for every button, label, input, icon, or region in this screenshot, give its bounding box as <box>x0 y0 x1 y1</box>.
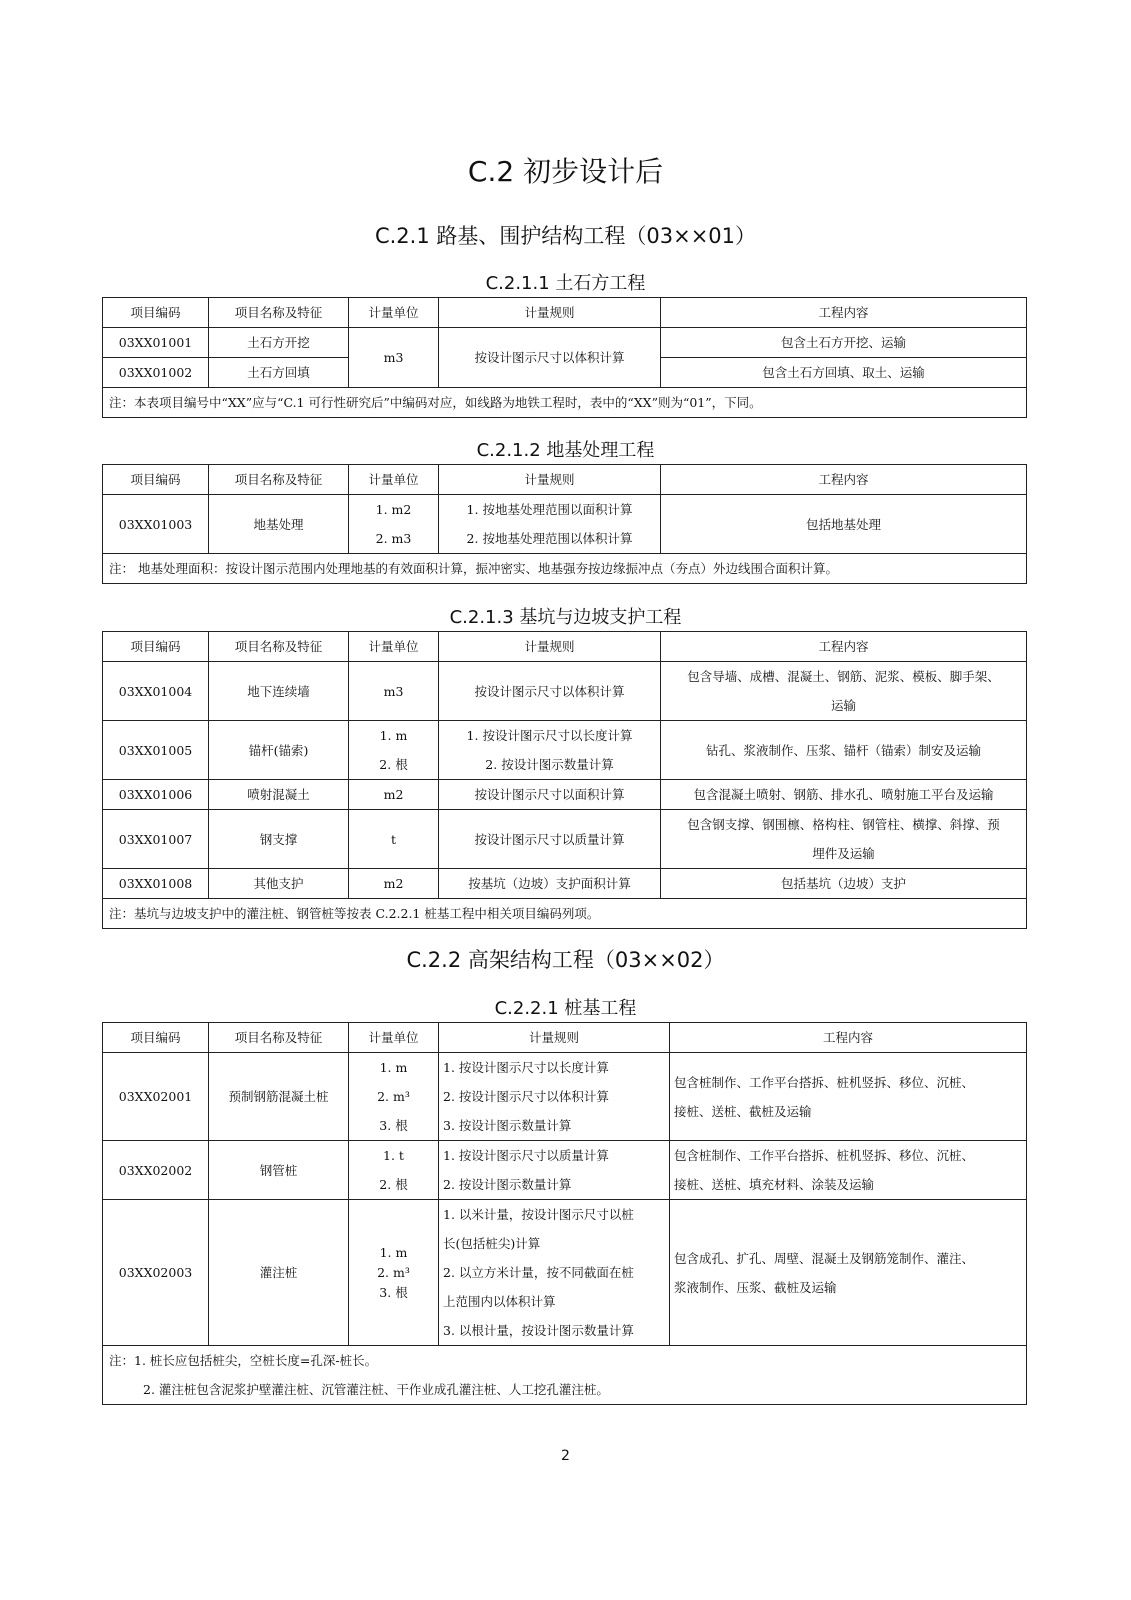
item-content <box>670 1141 1027 1200</box>
item-code: 03XX01003 <box>103 495 209 554</box>
item-code: 03XX02003 <box>103 1200 209 1346</box>
item-rule <box>439 1200 670 1346</box>
rule-line: 1. 以米计量，按设计图示尺寸以桩 <box>443 1207 634 1222</box>
header-unit: 计量单位 <box>349 1023 439 1053</box>
table-row <box>103 495 1027 554</box>
note-line: 2. 灌注桩包含泥浆护壁灌注桩、沉管灌注桩、干作业成孔灌注桩、人工挖孔灌注桩。 <box>143 1382 609 1397</box>
item-name: 预制钢筋混凝土桩 <box>209 1053 349 1141</box>
content-line: 运输 <box>830 698 856 713</box>
item-content <box>661 662 1027 721</box>
header-code: 项目编码 <box>103 632 209 662</box>
table-header-row <box>103 632 1027 662</box>
item-unit <box>349 1200 439 1346</box>
item-code: 03XX02002 <box>103 1141 209 1200</box>
table-note-row <box>103 899 1027 929</box>
header-code: 项目编码 <box>103 298 209 328</box>
subsection-title-c2221: C.2.2.1 桩基工程 <box>494 998 637 1019</box>
item-code: 03XX02001 <box>103 1053 209 1141</box>
unit-line: 1. m <box>379 1244 408 1260</box>
table-row <box>103 1141 1027 1200</box>
content-line: 浆液制作、压浆、截桩及运输 <box>674 1279 837 1295</box>
item-unit: m3 <box>349 328 439 388</box>
table-row <box>103 780 1027 810</box>
item-name: 其他支护 <box>209 869 349 899</box>
item-code: 03XX01001 <box>103 328 209 358</box>
item-unit: t <box>349 810 439 869</box>
unit-line: 1. t <box>383 1148 404 1163</box>
section-title-c221: C.2.1 路基、围护结构工程（03××01） <box>374 224 757 248</box>
table-row <box>103 869 1027 899</box>
item-content <box>661 810 1027 869</box>
table-note: 注：本表项目编号中“XX”应与“C.1 可行性研究后”中编码对应，如线路为地铁工程时，表中的“XX”则为“01”，下同。 <box>103 388 1027 418</box>
unit-line: 1. m <box>379 1060 408 1075</box>
item-code: 03XX01002 <box>103 358 209 388</box>
rule-line: 3. 按设计图示数量计算 <box>443 1118 572 1133</box>
rule-line: 3. 以根计量，按设计图示数量计算 <box>443 1323 634 1338</box>
item-unit: m2 <box>349 780 439 810</box>
header-code: 项目编码 <box>103 465 209 495</box>
header-rule: 计量规则 <box>439 632 661 662</box>
content-line: 接桩、送桩、填充材料、涂装及运输 <box>674 1177 875 1192</box>
item-rule <box>439 721 661 780</box>
unit-line: 2. m³ <box>377 1264 410 1280</box>
unit-line: 1. m <box>379 728 408 743</box>
table-note <box>103 1346 1027 1405</box>
item-rule <box>439 1053 670 1141</box>
rule-line: 1. 按地基处理范围以面积计算 <box>466 502 633 517</box>
content-line: 包含钢支撑、钢围檩、格构柱、钢管柱、横撑、斜撑、预 <box>687 817 1000 832</box>
item-rule: 按设计图示尺寸以面积计算 <box>439 780 661 810</box>
table-note-row <box>103 1346 1027 1405</box>
header-content: 工程内容 <box>661 632 1027 662</box>
table-pit-slope-support <box>102 631 1027 929</box>
table-row <box>103 721 1027 780</box>
content-line: 包含桩制作、工作平台搭拆、桩机竖拆、移位、沉桩、 <box>674 1148 975 1163</box>
table-row <box>103 662 1027 721</box>
item-name: 土石方回填 <box>209 358 349 388</box>
header-rule: 计量规则 <box>439 298 661 328</box>
rule-line: 上范围内以体积计算 <box>443 1294 556 1309</box>
note-line: 注：1. 桩长应包括桩尖，空桩长度=孔深-桩长。 <box>109 1353 378 1368</box>
content-line: 包含桩制作、工作平台搭拆、桩机竖拆、移位、沉桩、 <box>674 1074 975 1090</box>
header-unit: 计量单位 <box>349 465 439 495</box>
table-note: 注：基坑与边坡支护中的灌注桩、钢管桩等按表 C.2.2.1 桩基工程中相关项目编码列项。 <box>103 899 1027 929</box>
unit-line: 1. m2 <box>375 502 412 517</box>
item-content: 包含土石方回填、取土、运输 <box>661 358 1027 388</box>
rule-line: 2. 按设计图示数量计算 <box>443 1177 572 1192</box>
item-name: 地下连续墙 <box>209 662 349 721</box>
item-name: 钢管桩 <box>209 1141 349 1200</box>
unit-line: 2. 根 <box>379 1177 408 1192</box>
header-code: 项目编码 <box>103 1023 209 1053</box>
rule-line: 2. 按设计图示尺寸以体积计算 <box>443 1089 609 1104</box>
rule-line: 1. 按设计图示尺寸以质量计算 <box>443 1148 609 1163</box>
table-header-row <box>103 1023 1027 1053</box>
header-name: 项目名称及特征 <box>209 1023 349 1053</box>
item-name: 灌注桩 <box>209 1200 349 1346</box>
table-row <box>103 1200 1027 1346</box>
item-content: 包括地基处理 <box>661 495 1027 554</box>
table-row <box>103 1053 1027 1141</box>
content-line: 埋件及运输 <box>812 846 875 861</box>
item-content <box>670 1053 1027 1141</box>
item-unit: m2 <box>349 869 439 899</box>
rule-line: 1. 按设计图示尺寸以长度计算 <box>443 1060 609 1075</box>
item-unit: m3 <box>349 662 439 721</box>
table-note-row <box>103 388 1027 418</box>
content-line: 包含成孔、扩孔、周壁、混凝土及钢筋笼制作、灌注、 <box>674 1250 975 1266</box>
unit-line: 3. 根 <box>379 1284 408 1300</box>
item-rule: 按设计图示尺寸以质量计算 <box>439 810 661 869</box>
item-rule: 按基坑（边坡）支护面积计算 <box>439 869 661 899</box>
rule-line: 2. 按地基处理范围以体积计算 <box>466 531 633 546</box>
table-row <box>103 328 1027 358</box>
item-code: 03XX01005 <box>103 721 209 780</box>
item-content: 包含混凝土喷射、钢筋、排水孔、喷射施工平台及运输 <box>661 780 1027 810</box>
table-row <box>103 810 1027 869</box>
table-pile-foundation <box>102 1022 1027 1405</box>
table-note: 注： 地基处理面积：按设计图示范围内处理地基的有效面积计算，振冲密实、地基强夯按边缘振冲点（夯点）外边线围合面积计算。 <box>103 554 1027 584</box>
unit-line: 2. 根 <box>379 757 408 772</box>
content-line: 包含导墙、成槽、混凝土、钢筋、泥浆、模板、脚手架、 <box>687 669 1000 684</box>
header-unit: 计量单位 <box>349 298 439 328</box>
item-name: 土石方开挖 <box>209 328 349 358</box>
item-content <box>670 1200 1027 1346</box>
item-unit <box>349 721 439 780</box>
item-content: 包括基坑（边坡）支护 <box>661 869 1027 899</box>
rule-line: 2. 以立方米计量，按不同截面在桩 <box>443 1265 634 1280</box>
header-name: 项目名称及特征 <box>209 465 349 495</box>
item-rule: 按设计图示尺寸以体积计算 <box>439 328 661 388</box>
item-content: 包含土石方开挖、运输 <box>661 328 1027 358</box>
item-code: 03XX01008 <box>103 869 209 899</box>
header-unit: 计量单位 <box>349 632 439 662</box>
item-rule: 按设计图示尺寸以体积计算 <box>439 662 661 721</box>
subsection-title-c2113: C.2.1.3 基坑与边坡支护工程 <box>449 607 682 628</box>
table-note-row <box>103 554 1027 584</box>
rule-line: 1. 按设计图示尺寸以长度计算 <box>466 728 633 743</box>
section-title-c222: C.2.2 高架结构工程（03××02） <box>406 948 725 972</box>
rule-line: 2. 按设计图示数量计算 <box>485 757 614 772</box>
header-name: 项目名称及特征 <box>209 298 349 328</box>
item-content: 钻孔、浆液制作、压浆、锚杆（锚索）制安及运输 <box>661 721 1027 780</box>
subsection-title-c2112: C.2.1.2 地基处理工程 <box>476 440 655 461</box>
item-rule <box>439 1141 670 1200</box>
item-rule <box>439 495 661 554</box>
header-rule: 计量规则 <box>439 1023 670 1053</box>
content-line: 接桩、送桩、截桩及运输 <box>674 1103 812 1119</box>
header-name: 项目名称及特征 <box>209 632 349 662</box>
table-foundation-treatment <box>102 464 1027 584</box>
subsection-title-c2111: C.2.1.1 土石方工程 <box>485 273 646 294</box>
unit-line: 3. 根 <box>379 1118 408 1133</box>
item-name: 锚杆(锚索) <box>209 721 349 780</box>
table-header-row <box>103 298 1027 328</box>
item-unit <box>349 1053 439 1141</box>
item-unit <box>349 1141 439 1200</box>
page-title: C.2 初步设计后 <box>467 155 664 188</box>
item-name: 地基处理 <box>209 495 349 554</box>
item-name: 钢支撑 <box>209 810 349 869</box>
item-code: 03XX01007 <box>103 810 209 869</box>
header-rule: 计量规则 <box>439 465 661 495</box>
item-code: 03XX01004 <box>103 662 209 721</box>
table-header-row <box>103 465 1027 495</box>
header-content: 工程内容 <box>661 465 1027 495</box>
table-earthwork <box>102 297 1027 418</box>
rule-line: 长(包括桩尖)计算 <box>443 1236 541 1251</box>
header-content: 工程内容 <box>661 298 1027 328</box>
unit-line: 2. m3 <box>375 531 412 546</box>
item-unit <box>349 495 439 554</box>
header-content: 工程内容 <box>670 1023 1027 1053</box>
page-number: 2 <box>561 1448 570 1464</box>
item-code: 03XX01006 <box>103 780 209 810</box>
unit-line: 2. m³ <box>377 1089 410 1104</box>
item-name: 喷射混凝土 <box>209 780 349 810</box>
